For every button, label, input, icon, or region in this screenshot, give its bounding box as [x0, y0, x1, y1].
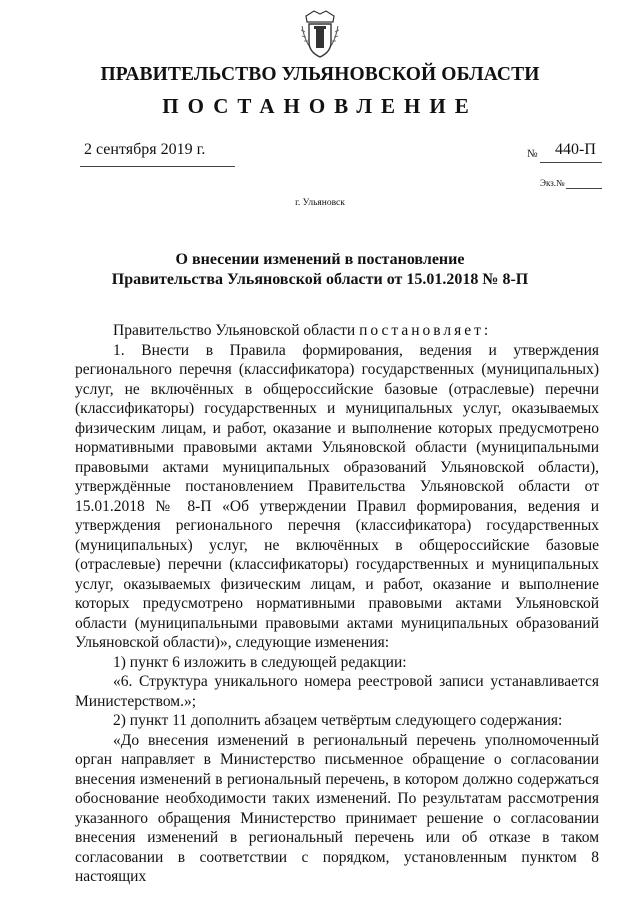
paragraph-subitem-2: 2) пункт 11 дополнить абзацем четвёртым следующего содержания:	[113, 712, 563, 729]
document-number: 440-П	[555, 141, 596, 158]
document-body	[75, 321, 599, 887]
paragraph-subitem-1: 1) пункт 6 изложить в следующей редакции:	[113, 653, 407, 671]
city: г. Ульяновск	[295, 198, 345, 208]
date-underline	[80, 166, 235, 167]
coat-of-arms-icon	[300, 8, 340, 60]
document-date: 2 сентября 2019 г.	[84, 141, 206, 158]
document-title	[0, 250, 640, 290]
copy-number-label: Экз.№	[540, 178, 565, 188]
number-sign: №	[527, 148, 538, 160]
title-line-1: О внесении изменений в постановление	[175, 251, 465, 268]
paragraph-quote-1: «6. Структура уникального номера реестровой записи устанавливается Министерством.»;	[75, 673, 599, 710]
preamble-subject: Правительство Ульяновской области	[113, 322, 360, 339]
copy-number-underline	[566, 188, 602, 189]
preamble-verb: постановляет:	[359, 322, 492, 339]
paragraph-quote-2: «До внесения изменений в региональный перечень уполномоченный орган направляет в Министерство письменное обращение о согласовании внесения изменений в региональный перечень, в котором должно содержаться обоснование необходимости таких изменений. По результатам рассмотрения указанного обращения Министерство принимает решение о согласовании внесения изменений в региональный перечень или об отказе в таком согласовании в соответствии с порядком, установленным пунктом 8 настоящих	[75, 731, 599, 885]
paragraph-item-1: 1. Внести в Правила формирования, ведения и утверждения регионального перечня (классификатора) государственных (муниципальных) услуг, не включённых в общероссийские базовые (отраслевые) перечни (классификаторы) государственных и муниципальных услуг, оказываемых физическим лицам, и работ, оказание и выполнение которых предусмотрено нормативными правовыми актами Ульяновской области (муниципальными правовыми актами муниципальных образований Ульяновской области), утверждённые постановлением Правительства Ульяновской области от 15.01.2018 № 8-П «Об утверждении Правил формирования, ведения и утверждения регионального перечня (классификатора) государственных (муниципальных) услуг, не включённых в общероссийские базовые (отраслевые) перечни (классификаторы) государственных и муниципальных услуг, оказываемых физическим лицам, и работ, оказание и выполнение которых предусмотрено нормативными правовыми актами Ульяновской области (муниципальными правовыми актами муниципальных образований Ульяновской области)», следующие изменения:	[75, 341, 599, 651]
title-line-2: Правительства Ульяновской области от 15.01.2018 № 8-П	[111, 271, 529, 288]
preamble	[75, 321, 599, 341]
organization-name: ПРАВИТЕЛЬСТВО УЛЬЯНОВСКОЙ ОБЛАСТИ	[100, 64, 540, 85]
number-underline	[540, 162, 602, 163]
document-type: ПОСТАНОВЛЕНИЕ	[162, 94, 478, 118]
